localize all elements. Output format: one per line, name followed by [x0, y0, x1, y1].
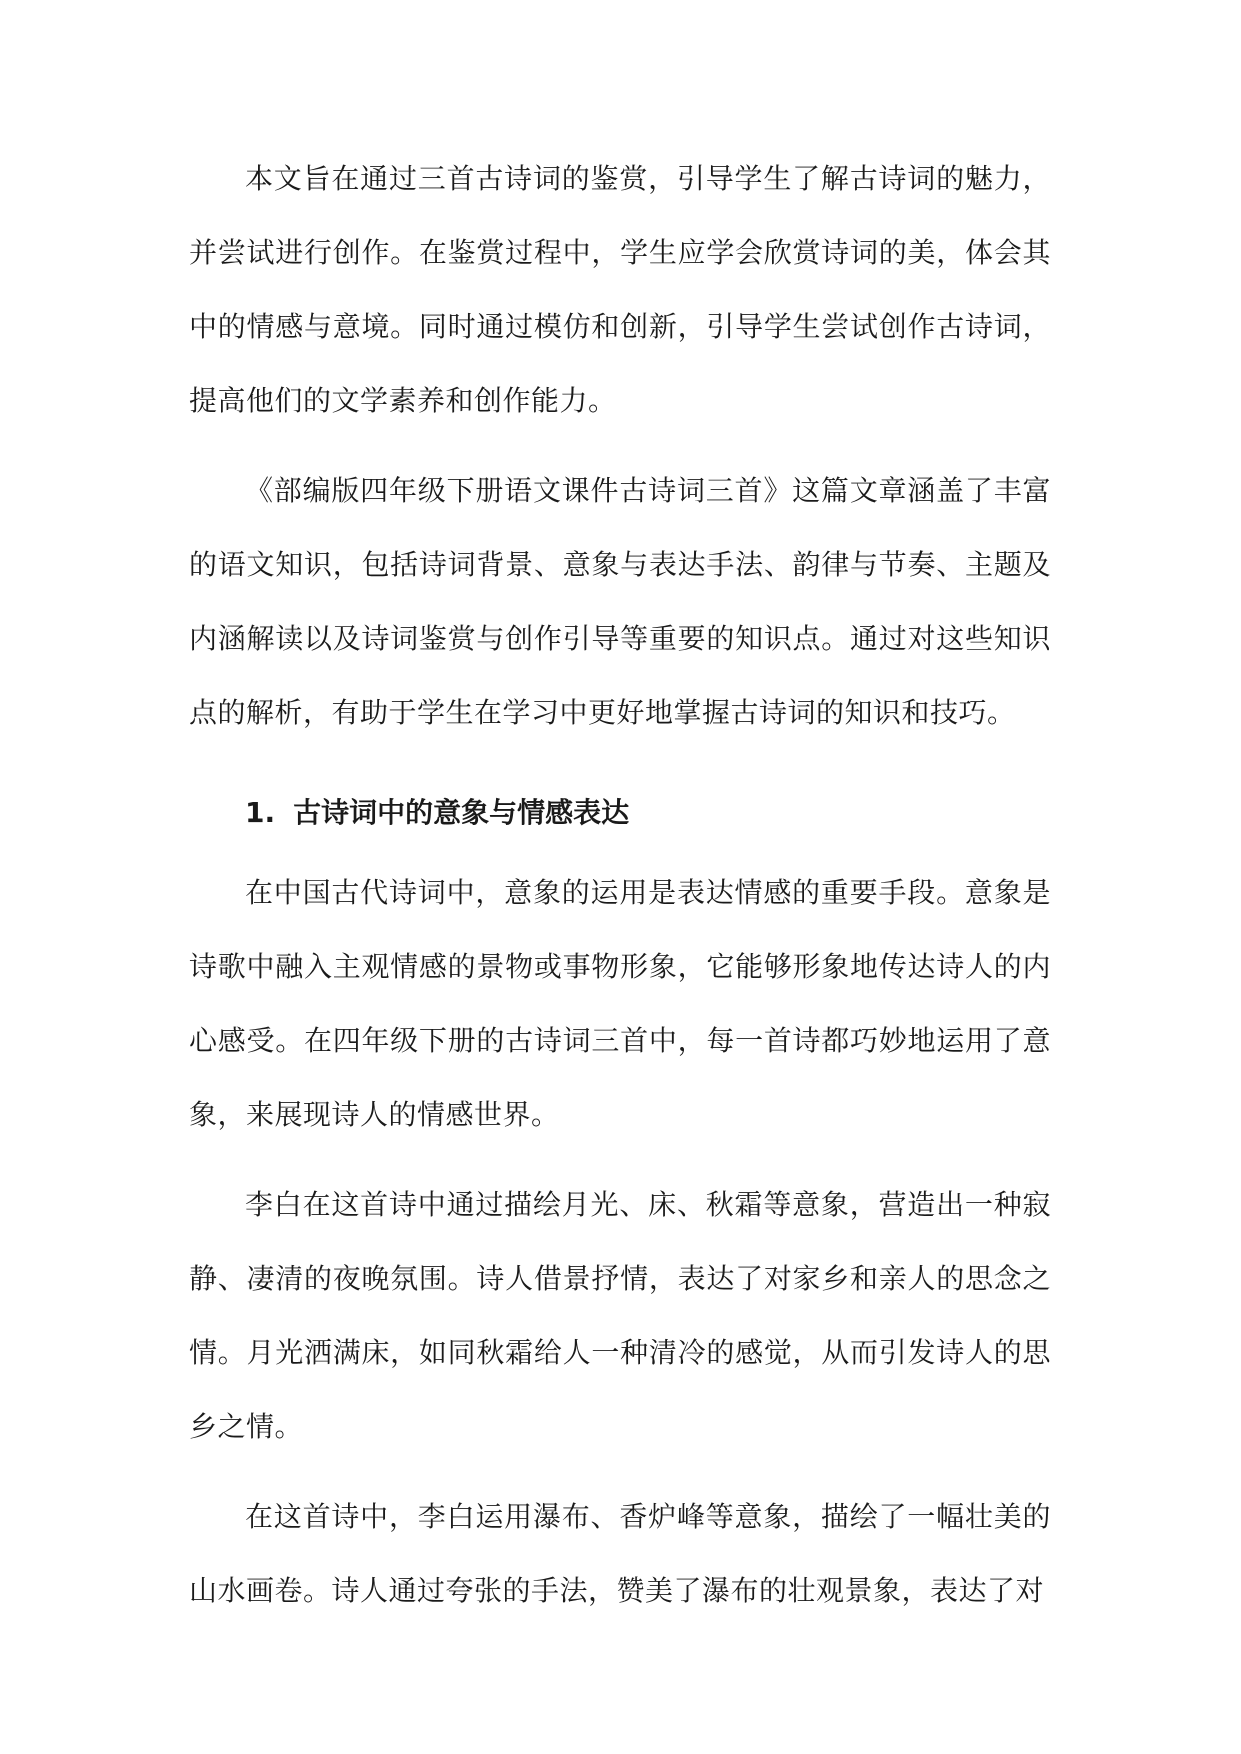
section-title: 古诗词中的意象与情感表达 — [293, 796, 630, 829]
section-number: 1. — [245, 796, 276, 829]
section-paragraph-3: 在这首诗中，李白运用瀑布、香炉峰等意象，描绘了一幅壮美的山水画卷。诗人通过夸张的手法，赞美了瀑布的壮观景象，表达了对 — [189, 1500, 1051, 1607]
section-heading — [189, 776, 1051, 850]
intro-paragraph-2: 《部编版四年级下册语文课件古诗词三首》这篇文章涵盖了丰富的语文知识，包括诗词背景、意象与表达手法、韵律与节奏、主题及内涵解读以及诗词鉴赏与创作引导等重要的知识点。通过对这些知识点的解析，有助于学生在学习中更好地掌握古诗词的知识和技巧。 — [189, 474, 1051, 729]
section-paragraph-2: 李白在这首诗中通过描绘月光、床、秋霜等意象，营造出一种寂静、凄清的夜晚氛围。诗人借景抒情，表达了对家乡和亲人的思念之情。月光洒满床，如同秋霜给人一种清冷的感觉，从而引发诗人的思乡之情。 — [189, 1188, 1051, 1443]
document-body — [189, 142, 1051, 1644]
section-paragraph-1: 在中国古代诗词中，意象的运用是表达情感的重要手段。意象是诗歌中融入主观情感的景物或事物形象，它能够形象地传达诗人的内心感受。在四年级下册的古诗词三首中，每一首诗都巧妙地运用了意象，来展现诗人的情感世界。 — [189, 876, 1051, 1131]
intro-paragraph-1: 本文旨在通过三首古诗词的鉴赏，引导学生了解古诗词的魅力，并尝试进行创作。在鉴赏过程中，学生应学会欣赏诗词的美，体会其中的情感与意境。同时通过模仿和创新，引导学生尝试创作古诗词，提高他们的文学素养和创作能力。 — [189, 162, 1051, 417]
